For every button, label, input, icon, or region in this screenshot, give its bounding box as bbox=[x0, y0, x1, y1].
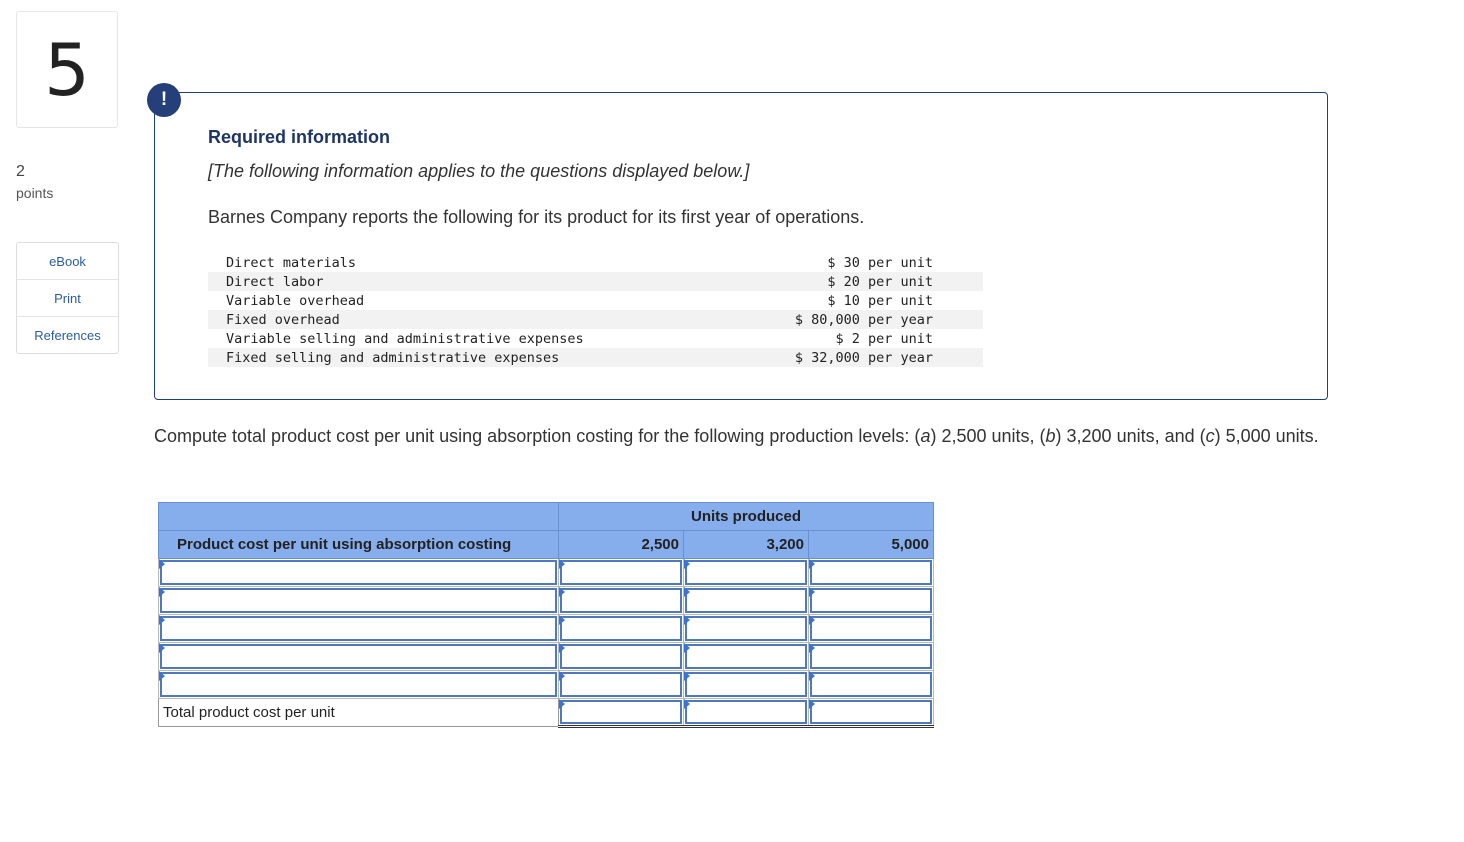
print-link[interactable]: Print bbox=[17, 280, 118, 317]
label-input[interactable] bbox=[159, 559, 559, 587]
cell-input-5000[interactable] bbox=[809, 643, 934, 671]
dropdown-marker-icon bbox=[159, 643, 165, 653]
cost-label: Variable selling and administrative expenses bbox=[226, 330, 584, 347]
input-field[interactable] bbox=[810, 616, 932, 641]
required-info-subtitle: [The following information applies to the questions displayed below.] bbox=[208, 161, 750, 181]
input-field[interactable] bbox=[810, 644, 932, 669]
cell-input-2500[interactable] bbox=[559, 587, 684, 615]
cost-row bbox=[208, 253, 983, 272]
resource-links bbox=[16, 242, 119, 354]
dropdown-marker-icon bbox=[159, 559, 165, 569]
cost-label: Direct materials bbox=[226, 254, 357, 271]
dropdown-marker-icon bbox=[159, 671, 165, 681]
prompt-part-a: a bbox=[920, 426, 931, 446]
input-field[interactable] bbox=[560, 644, 682, 669]
required-information-panel bbox=[154, 92, 1328, 400]
label-input[interactable] bbox=[159, 615, 559, 643]
cost-row bbox=[208, 272, 983, 291]
grid-corner bbox=[159, 503, 559, 531]
input-field[interactable] bbox=[685, 672, 807, 697]
answer-row bbox=[159, 615, 934, 643]
prompt-text: Compute total product cost per unit using absorption costing for the following production levels: ( bbox=[154, 426, 921, 446]
cell-input-5000[interactable] bbox=[809, 587, 934, 615]
input-field[interactable] bbox=[685, 588, 807, 613]
answer-row bbox=[159, 587, 934, 615]
dropdown-marker-icon bbox=[684, 643, 690, 653]
prompt-part-c: c bbox=[1205, 426, 1215, 446]
input-field[interactable] bbox=[560, 588, 682, 613]
question-number-box bbox=[16, 11, 118, 128]
cell-input-2500[interactable] bbox=[559, 643, 684, 671]
input-field[interactable] bbox=[160, 560, 557, 585]
dropdown-marker-icon bbox=[684, 559, 690, 569]
dropdown-marker-icon bbox=[809, 699, 815, 709]
dropdown-marker-icon bbox=[684, 699, 690, 709]
input-field[interactable] bbox=[160, 588, 557, 613]
input-field[interactable] bbox=[810, 700, 932, 724]
cost-label: Direct labor bbox=[226, 273, 324, 290]
dropdown-marker-icon bbox=[809, 615, 815, 625]
answer-row bbox=[159, 643, 934, 671]
dropdown-marker-icon bbox=[809, 671, 815, 681]
dropdown-marker-icon bbox=[559, 559, 565, 569]
cell-input-2500[interactable] bbox=[559, 615, 684, 643]
total-input-5000[interactable] bbox=[809, 699, 934, 727]
dropdown-marker-icon bbox=[559, 615, 565, 625]
prompt-text: ) 3,200 units, and ( bbox=[1055, 426, 1206, 446]
cell-input-5000[interactable] bbox=[809, 671, 934, 699]
input-field[interactable] bbox=[160, 672, 557, 697]
dropdown-marker-icon bbox=[684, 615, 690, 625]
column-header-5000: 5,000 bbox=[809, 531, 934, 559]
input-field[interactable] bbox=[560, 560, 682, 585]
cost-label: Fixed selling and administrative expenses bbox=[226, 349, 560, 366]
dropdown-marker-icon bbox=[559, 699, 565, 709]
dropdown-marker-icon bbox=[809, 643, 815, 653]
input-field[interactable] bbox=[685, 700, 807, 724]
dropdown-marker-icon bbox=[809, 587, 815, 597]
cost-label: Fixed overhead bbox=[226, 311, 340, 328]
cell-input-3200[interactable] bbox=[684, 643, 809, 671]
input-field[interactable] bbox=[160, 616, 557, 641]
cost-value: $ 10 per unit bbox=[827, 292, 933, 309]
cost-row bbox=[208, 348, 983, 367]
label-input[interactable] bbox=[159, 587, 559, 615]
total-input-2500[interactable] bbox=[559, 699, 684, 727]
cell-input-2500[interactable] bbox=[559, 559, 684, 587]
label-input[interactable] bbox=[159, 643, 559, 671]
input-field[interactable] bbox=[685, 644, 807, 669]
total-row bbox=[159, 699, 934, 727]
input-field[interactable] bbox=[810, 672, 932, 697]
dropdown-marker-icon bbox=[684, 587, 690, 597]
column-header-3200: 3,200 bbox=[684, 531, 809, 559]
cell-input-3200[interactable] bbox=[684, 615, 809, 643]
cost-value: $ 32,000 per year bbox=[794, 349, 933, 366]
input-field[interactable] bbox=[560, 672, 682, 697]
dropdown-marker-icon bbox=[684, 671, 690, 681]
points-value: 2 bbox=[16, 163, 25, 180]
points-label: points bbox=[16, 185, 54, 201]
required-info-title: Required information bbox=[208, 127, 391, 147]
answer-row bbox=[159, 559, 934, 587]
dropdown-marker-icon bbox=[159, 615, 165, 625]
input-field[interactable] bbox=[560, 616, 682, 641]
input-field[interactable] bbox=[685, 616, 807, 641]
input-field[interactable] bbox=[560, 700, 682, 724]
cost-value: $ 20 per unit bbox=[827, 273, 933, 290]
input-field[interactable] bbox=[810, 588, 932, 613]
cell-input-3200[interactable] bbox=[684, 559, 809, 587]
dropdown-marker-icon bbox=[559, 587, 565, 597]
cost-data-table bbox=[208, 253, 983, 367]
cost-value: $ 80,000 per year bbox=[794, 311, 933, 328]
cost-value: $ 2 per unit bbox=[835, 330, 933, 347]
cost-row bbox=[208, 329, 983, 348]
total-label: Total product cost per unit bbox=[159, 699, 559, 727]
dropdown-marker-icon bbox=[559, 643, 565, 653]
input-field[interactable] bbox=[160, 644, 557, 669]
dropdown-marker-icon bbox=[159, 587, 165, 597]
question-prompt bbox=[154, 425, 1334, 448]
cell-input-5000[interactable] bbox=[809, 615, 934, 643]
cost-row bbox=[208, 291, 983, 310]
total-input-3200[interactable] bbox=[684, 699, 809, 727]
cell-input-5000[interactable] bbox=[809, 559, 934, 587]
answer-row bbox=[159, 671, 934, 699]
answer-grid bbox=[158, 502, 934, 728]
input-field[interactable] bbox=[810, 560, 932, 585]
dropdown-marker-icon bbox=[809, 559, 815, 569]
ebook-link[interactable]: eBook bbox=[17, 243, 118, 280]
units-produced-header: Units produced bbox=[559, 503, 934, 531]
prompt-text: ) 5,000 units. bbox=[1214, 426, 1319, 446]
required-info-body: Barnes Company reports the following for its product for its first year of operations. bbox=[208, 207, 865, 227]
cost-value: $ 30 per unit bbox=[827, 254, 933, 271]
prompt-text: ) 2,500 units, ( bbox=[930, 426, 1046, 446]
cell-input-3200[interactable] bbox=[684, 587, 809, 615]
alert-icon: ! bbox=[147, 83, 181, 117]
row-header: Product cost per unit using absorption costing bbox=[159, 531, 559, 559]
cost-row bbox=[208, 310, 983, 329]
label-input[interactable] bbox=[159, 671, 559, 699]
question-number: 5 bbox=[44, 27, 90, 112]
cost-label: Variable overhead bbox=[226, 292, 365, 309]
dropdown-marker-icon bbox=[559, 671, 565, 681]
input-field[interactable] bbox=[685, 560, 807, 585]
references-link[interactable]: References bbox=[34, 327, 101, 343]
prompt-part-b: b bbox=[1045, 426, 1056, 446]
cell-input-2500[interactable] bbox=[559, 671, 684, 699]
column-header-2500: 2,500 bbox=[559, 531, 684, 559]
cell-input-3200[interactable] bbox=[684, 671, 809, 699]
